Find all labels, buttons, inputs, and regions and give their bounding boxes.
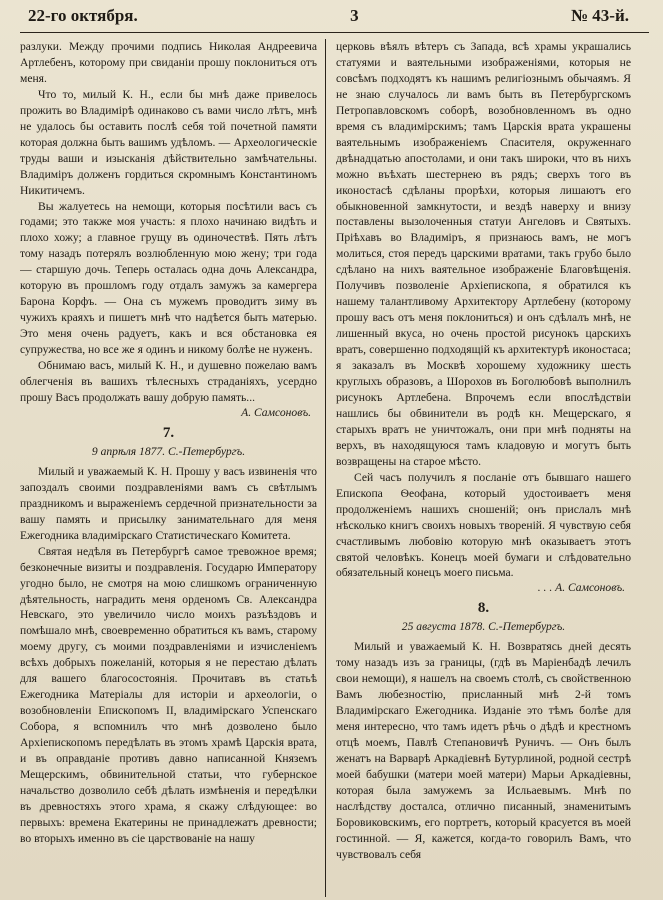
header-page-number: 3 bbox=[350, 6, 359, 25]
right-column bbox=[326, 39, 631, 897]
left-paragraph-1: разлуки. Между прочими подпись Николая Андреевича Артлебенъ, которому при свиданіи прошу поклониться отъ меня. bbox=[20, 40, 317, 85]
left-paragraph-3: Вы жалуетесь на немощи, которыя посѣтили васъ съ годами; это также моя участь: я плохо начинаю видѣть и плохо хожу; а главное грущу въ одиночествѣ. Пять лѣтъ тому назадъ потерялъ возлюбленную мою жену; три года — старшую дочь. Теперь осталась одна дочь Александра, которую въ прошломъ году отдалъ замужъ за камергера Барона Корфъ. — Она съ мужемъ проводитъ зиму въ чужихъ краяхъ и пишетъ мнѣ что надѣется быть матерью. Это меня очень радуетъ, какъ и вся обстановка ея супружества, но все же я одинъ и никому болѣе не нуженъ. bbox=[20, 199, 317, 357]
signature-1 bbox=[20, 405, 317, 421]
right-paragraph-1: церковь вѣялъ вѣтеръ съ Запада, всѣ храмы украшались статуями и ваятельными изображеніями, которыя не совсѣмъ подходятъ къ нашимъ религіознымъ обычаямъ. Я не знаю случалось ли вамъ быть въ Петербургскомъ Петропавловскомъ соборѣ, возобновленномъ въ одно время съ владимірскимъ; тамъ Царскія врата украшены ваятельнымъ изображеніемъ Спасителя, окруженнаго двѣнадцатью апостолами, и они такъ широки, что въ нихъ можно въѣхать шестернею въ рядъ; сверхъ того въ иконостасѣ сдѣланы прорѣхи, которыя лишаютъ его обыкновенной замкнутости, и вездѣ наверху и внизу поставлены вызолоченныя статуи Ангеловъ и Святыхъ. Пріѣхавъ во Владиміръ, я признаюсь вамъ, не могъ молиться, стоя передъ царскими вратами, такъ грубо было сдѣлано на нихъ ваятельное изображеніе Благовѣщенія. Получивъ позволеніе Архіепископа, я обратился къ нашему талантливому Архитектору Артлебену (которому прошу васъ отъ меня поклониться) и онъ сдѣлалъ мнѣ, не лишенный вкуса, но очень простой рисунокъ царскихъ вратъ, совершенно подходящій къ архитектурѣ иконостаса; я заказалъ въ Москвѣ хорошему художнику шесть круглыхъ образовъ, а Шорохов въ Боголюбовѣ выполнилъ рисунокъ Артлебена. Впрочемъ если впослѣдствіи нашлись бы обвинители въ родѣ кн. Мещерскаго, я старыхъ вратъ не уничтожалъ, они при мнѣ подняты на верхъ, въ находящуюся тамъ кладовую и могутъ быть возвращены на старое мѣсто. bbox=[336, 40, 631, 468]
letter-number-7: 7. bbox=[162, 424, 175, 441]
signature-2 bbox=[336, 580, 631, 596]
letter-date-8: 25 августа 1878. С.-Петербургъ. bbox=[401, 620, 566, 634]
text-columns bbox=[20, 39, 649, 897]
left-paragraph-5: Милый и уважаемый К. Н. Прошу у васъ извиненія что запоздалъ своими поздравленіями вамъ съ свѣтлымъ праздникомъ и выраженіемъ сердечной признательности за вашу память и присылку занимательнаго для меня Ежегодника владимірскаго Статистическаго Комитета. bbox=[20, 464, 317, 542]
right-paragraph-3: Милый и уважаемый К. Н. Возвратясь дней десять тому назадъ изъ за границы, (гдѣ въ Маріенбадѣ лечилъ свои немощи), я нашелъ на своемъ столѣ, съ свойственною Вамъ любезностію, присланный мнѣ 2-й томъ Владимірскаго Ежегодника. Изданіе это тѣмъ болѣе для меня интересно, что тамъ идетъ рѣчь о дѣдѣ и крестномъ отцѣ моемъ, Павлѣ Степановичѣ Руничъ. — Онъ былъ женатъ на Варварѣ Аркадіевнѣ Бутурлиной, родной сестрѣ моей бабушки (матери моей матери) Марьи Аркадіевны, которая была замужемъ за Исльаевымъ. Мнѣ по наслѣдству досталса, отлично писанный, знаменитымъ Боровиковскимъ, его портретъ, который красуется въ моей гостинной. — Я, кажется, когда-то говорилъ Вамъ, что чувствовалъ себя bbox=[336, 640, 631, 861]
header-issue-number: № 43-й. bbox=[570, 6, 629, 25]
left-column bbox=[20, 39, 325, 897]
left-paragraph-4: Обнимаю васъ, милый К. Н., и душевно пожелаю вамъ облегченія въ вашихъ тѣлесныхъ страданіяхъ, усердно прошу Васъ продолжать вашу добрую память... bbox=[20, 359, 317, 404]
signature-2-text: . . . А. Самсоновъ. bbox=[537, 581, 625, 595]
page-header bbox=[20, 6, 649, 33]
left-paragraph-2: Что то, милый К. Н., если бы мнѣ даже привелось прожить во Владимірѣ одинаково съ вами число лѣтъ, мнѣ не удалось бы оставить послѣ себя той почетной памяти которая должна быть вашимъ удѣломъ. — Археологическіе труды ваши и изысканія дѣйствительно замѣчательны. Владиміръ долженъ гордиться скромнымъ Константиномъ Никитичемъ. bbox=[20, 87, 317, 197]
header-date: 22-го октября. bbox=[28, 6, 138, 25]
right-paragraph-2: Сей часъ получилъ я посланіе отъ бывшаго нашего Епископа Ѳеофана, который удостоиваетъ меня продолженіемъ нашихъ сношеній; онъ прислалъ мнѣ нѣсколько книгъ своихъ новыхъ твореній. Я чувствую себя счастливымъ любовію которую мнѣ оказываетъ этотъ святой человѣкъ. Конецъ моей бумаги и слѣдовательно обязательный конецъ моего письма. bbox=[336, 470, 631, 580]
signature-1-text: А. Самсоновъ. bbox=[241, 405, 311, 419]
letter-number-8: 8. bbox=[477, 600, 490, 617]
left-paragraph-6: Святая недѣля въ Петербургѣ самое тревожное время; безконечные визиты и поздравленія. Государю Императору угодно было, не смотря на мою слишкомъ ограниченную дѣятельность, наградить меня орденомъ Св. Александра Невскаго, это увеличило число моихъ разъѣздовъ и помѣшало мнѣ, своевременно обратиться къ вамъ, старому моему другу, съ моими поздравленіями и изчисленіемъ всѣхъ добрыхъ пожеланій, которыя я не перестаю дѣлать для вашего благосостоянія. Прочитавъ въ статьѣ Ежегодника Матеріалы для исторіи и археологіи, о возобновленіи Епископомъ II, владимірскаго Успенскаго Собора, я вспомнилъ что мнѣ дозволено было Архіепископомъ передѣлать въ этомъ храмѣ Царскія врата, и въ оправданіе противъ давно написанной Княземъ Мещерскимъ, обвинительной статьи, что губернское начальство дозволило себѣ дѣлать измѣненія и передѣлки въ древностяхъ этого храма, я скажу слѣдующее: во первыхъ: времена Екатерины не принадлежатъ древности; во вторыхъ именно въ сіе царствованіе на нашу bbox=[20, 544, 317, 845]
letter-date-7: 9 апрѣля 1877. С.-Петербургъ. bbox=[91, 444, 246, 458]
